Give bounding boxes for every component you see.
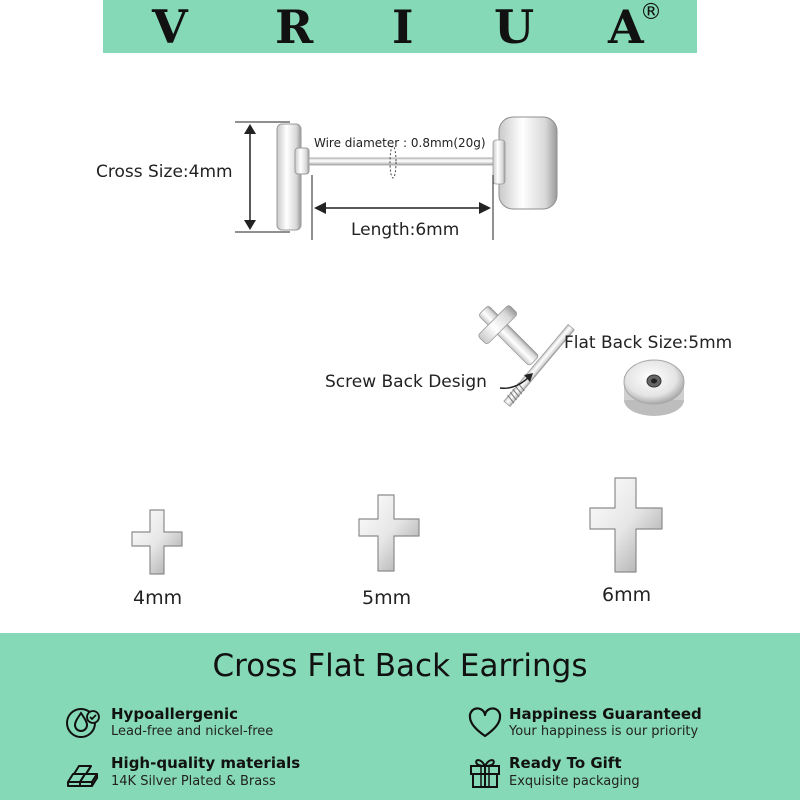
size-label-6mm: 6mm: [602, 584, 652, 606]
cross-side-view: [277, 124, 301, 230]
cross-arm: [295, 148, 309, 174]
registered-mark: ®: [640, 0, 662, 25]
feature-subtitle: Exquisite packaging: [509, 774, 640, 789]
screw-back-label: Screw Back Design: [325, 372, 487, 392]
wire-diameter-label: Wire diameter : 0.8mm(20g): [314, 136, 486, 150]
cross-6mm: [590, 478, 662, 572]
feature-subtitle: 14K Silver Plated & Brass: [111, 774, 276, 789]
brand-letter-2: R: [275, 0, 314, 54]
flat-back-hole-core: [651, 379, 657, 384]
drop-shield-icon: [64, 704, 102, 742]
brand-letter-4: U: [494, 0, 535, 54]
brand-letter-3: I: [392, 0, 414, 54]
length-label: Length:6mm: [351, 220, 460, 240]
gift-icon: [466, 752, 504, 790]
product-title: Cross Flat Back Earrings: [212, 648, 588, 684]
back-collar: [493, 140, 505, 184]
earring-post: [309, 158, 499, 165]
cross-5mm: [359, 495, 419, 571]
size-label-5mm: 5mm: [362, 587, 412, 609]
feature-subtitle: Lead-free and nickel-free: [111, 724, 274, 739]
arrow-head: [479, 202, 491, 214]
flat-back-size-label: Flat Back Size:5mm: [564, 333, 733, 353]
arrow-head: [244, 124, 256, 134]
feature-subtitle: Your happiness is our priority: [509, 724, 699, 739]
cross-4mm: [132, 510, 182, 574]
feature-title: High-quality materials: [111, 754, 301, 772]
brand-letter-5: A: [608, 0, 644, 54]
feature-title: Hypoallergenic: [111, 705, 238, 723]
feature-title: Ready To Gift: [509, 754, 622, 772]
feature-title: Happiness Guaranteed: [509, 705, 702, 723]
gold-bars-icon: [64, 752, 102, 790]
brand-letter-1: V: [152, 0, 188, 54]
cross-size-label: Cross Size:4mm: [96, 162, 233, 182]
arrow-head: [314, 202, 326, 214]
flat-back-side-view: [499, 117, 557, 209]
arrow-head: [244, 220, 256, 230]
size-label-4mm: 4mm: [133, 587, 183, 609]
heart-icon: [466, 704, 504, 742]
